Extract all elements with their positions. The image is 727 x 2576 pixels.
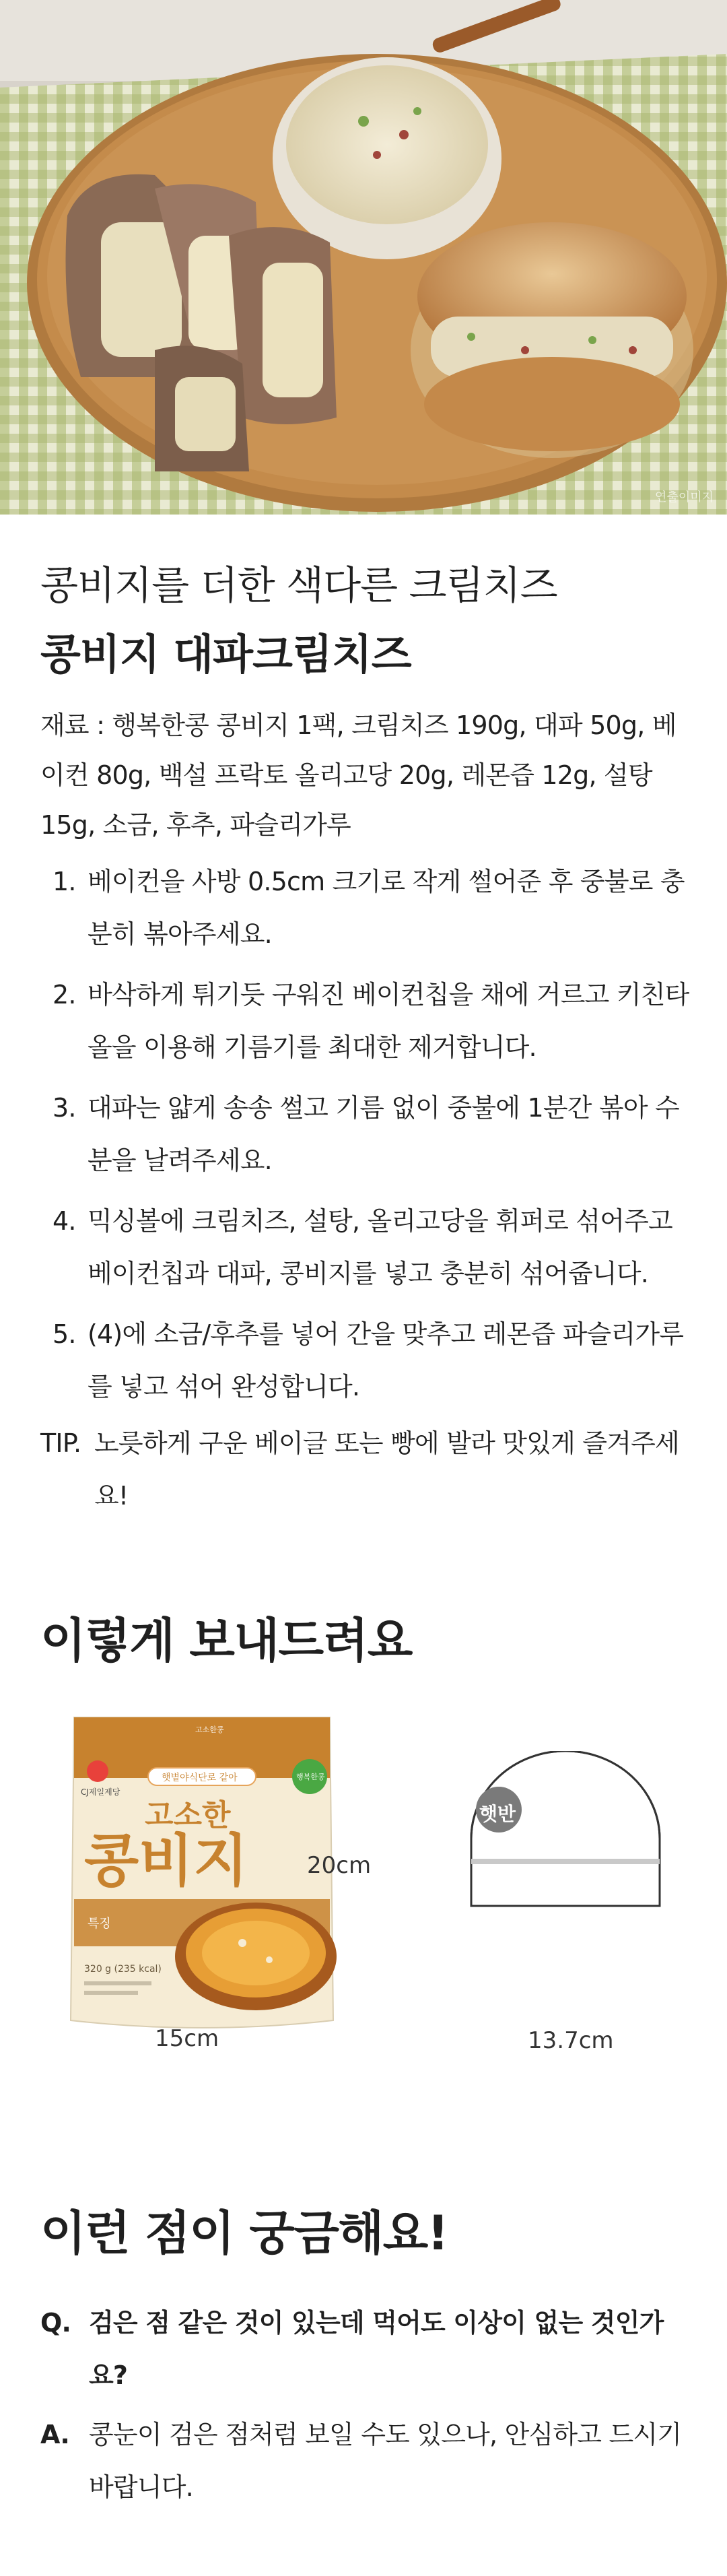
package-weight: 320 g (235 kcal) xyxy=(84,1964,162,1975)
question-text: 검은 점 같은 것이 있는데 먹어도 이상이 없는 것인가요? xyxy=(89,2308,664,2390)
package-height-label: 20cm xyxy=(307,1852,372,1879)
ingredients-text: 재료 : 행복한콩 콩비지 1팩, 크림치즈 190g, 대파 50g, 베이컨 80g, 백설 프락토 올리고당 20g, 레몬즙 12g, 설탕 15g, 소금, 후추, 파슬리가루 xyxy=(40,711,677,840)
shipping-title: 이렇게 보내드려요 xyxy=(40,1613,412,1668)
tip-label: TIP. xyxy=(40,1428,81,1458)
step-number: 3. xyxy=(53,1093,76,1123)
food-photo xyxy=(0,0,727,515)
step-text: (4)에 소금/후추를 넣어 간을 맞추고 레몬즙 파슬리가루를 넣고 섞어 완성합니다. xyxy=(88,1319,684,1401)
step-number: 2. xyxy=(53,980,76,1010)
faq-title: 이런 점이 궁금해요! xyxy=(40,2206,448,2261)
step-number: 5. xyxy=(53,1319,76,1349)
package-flavor: 특징 xyxy=(88,1917,111,1931)
step-item xyxy=(40,1308,700,1413)
step-number: 1. xyxy=(53,867,76,896)
step-text: 바삭하게 튀기듯 구워진 베이컨칩을 채에 거르고 키친타올을 이용해 기름기를 최대한 제거합니다. xyxy=(88,980,689,1062)
package-brand: CJ제일제당 xyxy=(81,1787,120,1797)
step-text: 베이컨을 사방 0.5cm 크기로 작게 썰어준 후 중불로 충분히 볶아주세요. xyxy=(88,867,685,949)
step-item xyxy=(40,855,700,960)
tip-item xyxy=(40,1417,700,1522)
recipe-title: 콩비지 대파크림치즈 xyxy=(40,630,411,679)
answer-label: A. xyxy=(40,2420,69,2449)
bowl-label: 햇반 xyxy=(479,1803,516,1825)
package-name-big: 콩비지 xyxy=(84,1828,248,1894)
faq-question xyxy=(40,2297,693,2402)
step-item xyxy=(40,1082,700,1187)
hero-image xyxy=(0,0,727,515)
recipe-steps xyxy=(40,855,700,1522)
package-top-text: 고소한콩 xyxy=(195,1725,224,1734)
answer-text: 콩눈이 검은 점처럼 보일 수도 있으나, 안심하고 드시기 바랍니다. xyxy=(89,2420,682,2502)
bowl-width-label: 13.7cm xyxy=(528,2027,614,2054)
package-width-label: 15cm xyxy=(155,2025,219,2052)
question-label: Q. xyxy=(40,2308,71,2338)
package-illustration xyxy=(61,1704,343,2041)
step-text: 대파는 얇게 송송 썰고 기름 없이 중불에 1분간 볶아 수분을 날려주세요. xyxy=(88,1093,679,1175)
rice-bowl-illustration xyxy=(464,1751,666,1953)
step-item xyxy=(40,968,700,1074)
tip-text: 노릇하게 구운 베이글 또는 빵에 발라 맛있게 즐겨주세요! xyxy=(94,1428,679,1511)
image-caption: 연출이미지 xyxy=(655,490,714,504)
recipe-subtitle: 콩비지를 더한 색다른 크림치즈 xyxy=(40,562,557,608)
step-item xyxy=(40,1195,700,1300)
faq-answer xyxy=(40,2408,693,2513)
step-text: 믹싱볼에 크림치즈, 설탕, 올리고당을 휘퍼로 섞어주고 베이컨칩과 대파, 콩비지를 넣고 충분히 섞어줍니다. xyxy=(88,1206,672,1288)
step-number: 4. xyxy=(53,1206,76,1236)
package-badge: 행복한콩 xyxy=(296,1773,325,1781)
package-name-small: 고소한 xyxy=(145,1798,231,1832)
bowl-icon xyxy=(464,1751,666,1953)
faq-list xyxy=(40,2297,693,2513)
package-banner: 햇볕야식단로 같아 xyxy=(162,1773,238,1783)
